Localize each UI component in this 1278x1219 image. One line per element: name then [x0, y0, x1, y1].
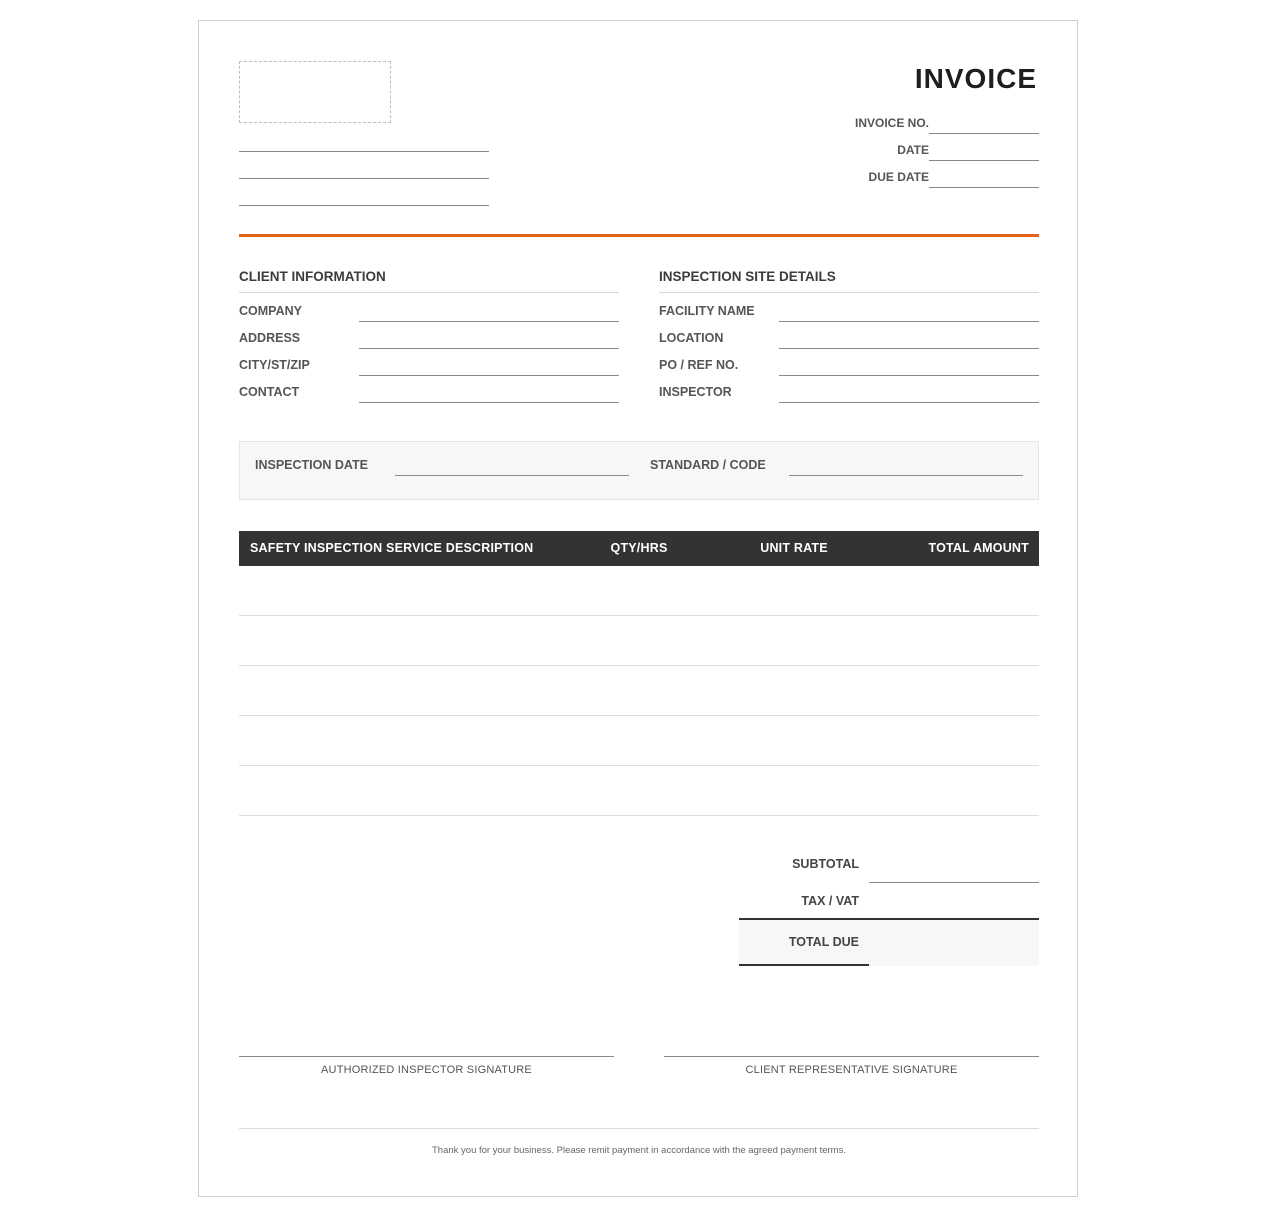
footer-divider — [239, 1128, 1039, 1129]
inspector-field[interactable] — [779, 402, 1039, 403]
invoice-no-field[interactable] — [929, 133, 1039, 134]
location-field[interactable] — [779, 348, 1039, 349]
total-due-underline — [739, 964, 869, 966]
client-address-field[interactable] — [359, 348, 619, 349]
client-contact-field[interactable] — [359, 402, 619, 403]
client-city-label: CITY/ST/ZIP — [239, 358, 310, 372]
logo-placeholder[interactable] — [239, 61, 391, 123]
table-row[interactable] — [239, 815, 1039, 816]
client-address-label: ADDRESS — [239, 331, 301, 345]
standard-code-field[interactable] — [789, 475, 1023, 476]
col-unit-rate: UNIT RATE — [760, 541, 828, 555]
client-company-label: COMPANY — [239, 304, 302, 318]
client-company-field[interactable] — [359, 321, 619, 322]
facility-name-field[interactable] — [779, 321, 1039, 322]
inspection-date-label: INSPECTION DATE — [255, 458, 368, 472]
invoice-title: INVOICE — [914, 63, 1037, 94]
client-city-field[interactable] — [359, 375, 619, 376]
footer-note: Thank you for your business. Please remit payment in accordance with the agreed payment terms. — [432, 1145, 846, 1156]
table-row[interactable] — [239, 715, 1039, 716]
invoice-no-label: INVOICE NO. — [854, 116, 929, 130]
subtotal-label: SUBTOTAL — [792, 857, 859, 871]
client-contact-label: CONTACT — [239, 385, 300, 399]
accent-divider — [239, 234, 1039, 237]
client-signature-label: CLIENT REPRESENTATIVE SIGNATURE — [745, 1064, 958, 1076]
client-signature-line[interactable] — [664, 1056, 1039, 1057]
subtotal-field[interactable] — [869, 882, 1039, 883]
table-row[interactable] — [239, 615, 1039, 616]
company-address-line-1[interactable] — [239, 151, 489, 152]
inspector-label: INSPECTOR — [659, 385, 732, 399]
due-date-field[interactable] — [929, 187, 1039, 188]
table-row[interactable] — [239, 665, 1039, 666]
due-date-label: DUE DATE — [868, 170, 929, 184]
company-address-line-3[interactable] — [239, 205, 489, 206]
facility-name-label: FACILITY NAME — [659, 304, 755, 318]
location-label: LOCATION — [659, 331, 724, 345]
invoice-page — [198, 20, 1078, 1197]
col-qty: QTY/HRS — [610, 541, 668, 555]
client-info-heading: CLIENT INFORMATION — [239, 269, 386, 284]
total-due-label: TOTAL DUE — [788, 935, 859, 949]
company-address-line-2[interactable] — [239, 178, 489, 179]
table-row[interactable] — [239, 765, 1039, 766]
po-ref-label: PO / REF NO. — [659, 358, 739, 372]
date-field[interactable] — [929, 160, 1039, 161]
tax-label: TAX / VAT — [801, 894, 859, 908]
services-table-header — [239, 531, 1039, 566]
date-label: DATE — [897, 143, 929, 157]
inspector-signature-line[interactable] — [239, 1056, 614, 1057]
site-details-rule — [659, 292, 1039, 293]
po-ref-field[interactable] — [779, 375, 1039, 376]
standard-code-label: STANDARD / CODE — [650, 458, 766, 472]
col-total-amount: TOTAL AMOUNT — [928, 541, 1029, 555]
inspector-signature-label: AUTHORIZED INSPECTOR SIGNATURE — [321, 1064, 532, 1076]
col-description: SAFETY INSPECTION SERVICE DESCRIPTION — [250, 541, 534, 555]
client-info-rule — [239, 292, 619, 293]
inspection-date-field[interactable] — [395, 475, 629, 476]
site-details-heading: INSPECTION SITE DETAILS — [659, 269, 836, 284]
